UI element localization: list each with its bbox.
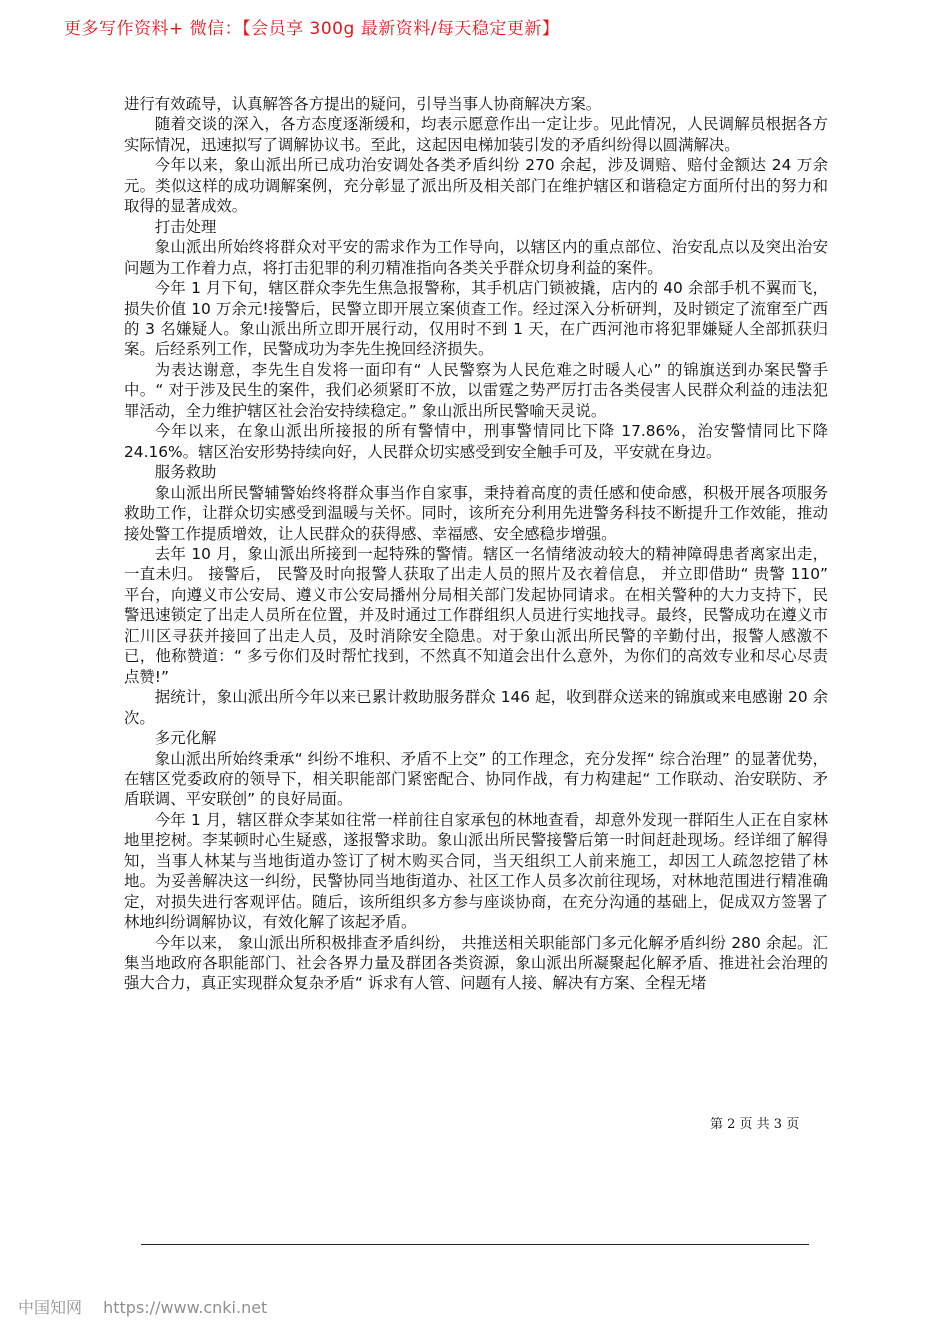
paragraph: 去年 10 月，象山派出所接到一起特殊的警情。辖区一名情绪波动较大的精神障碍患者离家出走，一直未归。 接警后， 民警及时向报警人获取了出走人员的照片及衣着信息， 并立即借助“ 贵警 110” 平台，向遵义市公安局、遵义市公安局播州分局相关部门发起协同请求。在相关警种的大力支持下，民警迅速锁定了出走人员所在位置，并及时通过工作群组织人员进行实地找寻。最终，民警成功在遵义市汇川区寻获并接回了出走人员，及时消除安全隐患。对于象山派出所民警的辛勤付出，报警人感激不已，他称赞道：“ 多亏你们及时帮忙找到，不然真不知道会出什么意外，为你们的高效专业和尽心尽责点赞!” bbox=[124, 544, 828, 686]
paragraph: 今年以来，在象山派出所接报的所有警情中，刑事警情同比下降 17.86%，治安警情同比下降 24.16%。辖区治安形势持续向好，人民群众切实感受到安全触手可及，平安就在身边。 bbox=[124, 422, 828, 461]
watermark-url: https://www.cnki.net bbox=[103, 1298, 268, 1317]
document-body bbox=[124, 94, 828, 994]
paragraph: 据统计，象山派出所今年以来已累计救助服务群众 146 起，收到群众送来的锦旗或来电感谢 20 余次。 bbox=[124, 688, 828, 727]
promo-banner: 更多写作资料+ 微信：【会员享 300g 最新资料/每天稳定更新】 bbox=[64, 19, 560, 39]
section-heading-strike: 打击处理 bbox=[154, 217, 217, 236]
paragraph: 今年 1 月下旬，辖区群众李先生焦急报警称，其手机店门锁被撬，店内的 40 余部手机不翼而飞，损失价值 10 万余元!接警后，民警立即开展立案侦查工作。经过深入分析研判，及时锁定了流窜至广西的 3 名嫌疑人。象山派出所立即开展行动，仅用时不到 1 天，在广西河池市将犯罪嫌疑人全部抓获归案。后经系列工作，民警成功为李先生挽回经济损失。 bbox=[124, 279, 828, 359]
paragraph: 今年以来，象山派出所已成功治安调处各类矛盾纠纷 270 余起，涉及调赔、赔付金额达 24 万余元。类似这样的成功调解案例，充分彰显了派出所及相关部门在维护辖区和谐稳定方面所付出的努力和取得的显著成效。 bbox=[124, 156, 828, 216]
paragraph: 今年 1 月，辖区群众李某如往常一样前往自家承包的林地查看，却意外发现一群陌生人正在自家林地里挖树。李某顿时心生疑惑，遂报警求助。象山派出所民警接警后第一时间赶赴现场。经详细了解得知，当事人林某与当地街道办签订了树木购买合同，当天组织工人前来施工，却因工人疏忽挖错了林地。为妥善解决这一纠纷，民警协同当地街道办、社区工作人员多次前往现场，对林地范围进行精准确定，对损失进行客观评估。随后，该所组织多方参与座谈协商，在充分沟通的基础上，促成双方签署了林地纠纷调解协议，有效化解了该起矛盾。 bbox=[124, 810, 828, 932]
paragraph: 象山派出所民警辅警始终将群众事当作自家事，秉持着高度的责任感和使命感，积极开展各项服务救助工作，让群众切实感受到温暖与关怀。同时，该所充分利用先进警务科技不断提升工作效能，推动接处警工作提质增效，让人民群众的获得感、幸福感、安全感稳步增强。 bbox=[124, 483, 828, 543]
watermark bbox=[18, 1295, 267, 1318]
paragraph: 进行有效疏导，认真解答各方提出的疑问，引导当事人协商解决方案。 bbox=[124, 95, 602, 113]
paragraph: 随着交谈的深入，各方态度逐渐缓和，均表示愿意作出一定让步。见此情况，人民调解员根据各方实际情况，迅速拟写了调解协议书。至此，这起因电梯加装引发的矛盾纠纷得以圆满解决。 bbox=[124, 115, 828, 154]
page-number: 第 2 页 共 3 页 bbox=[710, 1117, 800, 1132]
paragraph: 今年以来， 象山派出所积极排查矛盾纠纷， 共推送相关职能部门多元化解矛盾纠纷 280 余起。汇集当地政府各职能部门、社会各界力量及群团各类资源，象山派出所凝聚起化解矛盾、推进社会治理的强大合力，真正实现群众复杂矛盾“ 诉求有人管、问题有人接、解决有方案、全程无堵 bbox=[124, 933, 828, 993]
paragraph: 为表达谢意，李先生自发将一面印有“ 人民警察为人民危难之时暖人心” 的锦旗送到办案民警手中。“ 对于涉及民生的案件，我们必须紧盯不放，以雷霆之势严厉打击各类侵害人民群众利益的违法犯罪活动，全力维护辖区社会治安持续稳定。” 象山派出所民警喻天灵说。 bbox=[124, 360, 828, 420]
section-heading-mediation: 多元化解 bbox=[154, 729, 217, 748]
paragraph: 象山派出所始终秉承“ 纠纷不堆积、矛盾不上交” 的工作理念，充分发挥“ 综合治理” 的显著优势，在辖区党委政府的领导下，相关职能部门紧密配合、协同作战，有力构建起“ 工作联动、治安联防、矛盾联调、平安联创” 的良好局面。 bbox=[124, 749, 828, 809]
section-heading-service: 服务救助 bbox=[154, 463, 217, 482]
footer-divider bbox=[141, 1244, 809, 1245]
paragraph: 象山派出所始终将群众对平安的需求作为工作导向，以辖区内的重点部位、治安乱点以及突出治安问题为工作着力点，将打击犯罪的利刃精准指向各类关乎群众切身利益的案件。 bbox=[124, 238, 828, 277]
watermark-site-name: 中国知网 bbox=[18, 1298, 83, 1317]
